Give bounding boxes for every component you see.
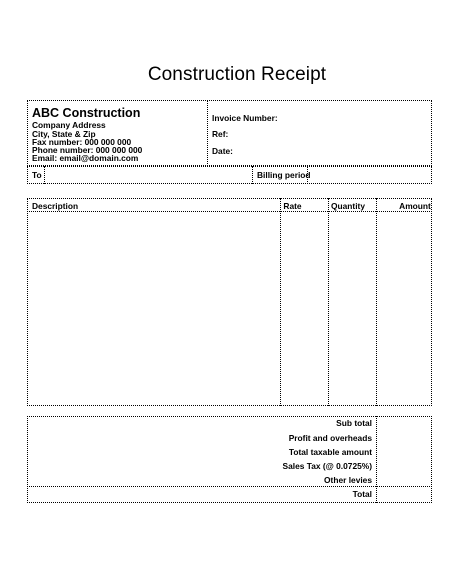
items-header-quantity: Quantity xyxy=(331,201,365,211)
company-city-state-zip: City, State & Zip xyxy=(32,129,96,139)
billing-to-label: To xyxy=(32,170,42,180)
items-header-amount: Amount xyxy=(399,201,431,211)
totals-other-levies-label: Other levies xyxy=(324,475,372,485)
company-address: Company Address xyxy=(32,120,106,130)
billing-to-divider xyxy=(44,166,45,184)
items-header-rate: Rate xyxy=(283,201,302,211)
company-email: Email: email@domain.com xyxy=(32,153,139,163)
billing-to-value[interactable] xyxy=(48,168,248,182)
items-header-divider xyxy=(27,211,432,212)
billing-period-value[interactable] xyxy=(311,168,427,182)
items-header-description: Description xyxy=(32,201,79,211)
totals-total-divider xyxy=(27,486,432,487)
totals-sales-tax-label: Sales Tax (@ 0.0725%) xyxy=(282,461,372,471)
totals-col-divider xyxy=(376,416,377,503)
company-name: ABC Construction xyxy=(32,106,141,120)
items-table xyxy=(27,198,432,406)
invoice-ref-label: Ref: xyxy=(212,129,229,139)
totals-taxable-label: Total taxable amount xyxy=(288,447,372,457)
invoice-date-label: Date: xyxy=(212,146,233,156)
items-col-divider-2 xyxy=(328,198,329,406)
billing-period-divider-left xyxy=(252,166,253,184)
company-phone: Phone number: 000 000 000 xyxy=(32,145,143,155)
items-col-divider-1 xyxy=(280,198,281,406)
totals-profit-overheads-label: Profit and overheads xyxy=(288,433,372,443)
invoice-number-label: Invoice Number: xyxy=(212,113,278,123)
header-divider xyxy=(207,100,208,166)
totals-total-label: Total xyxy=(352,489,372,499)
totals-subtotal-label: Sub total xyxy=(336,418,372,428)
company-fax: Fax number: 000 000 000 xyxy=(32,137,132,147)
billing-period-label: Billing period xyxy=(257,170,311,180)
page-title: Construction Receipt xyxy=(147,64,327,85)
items-col-divider-3 xyxy=(376,198,377,406)
